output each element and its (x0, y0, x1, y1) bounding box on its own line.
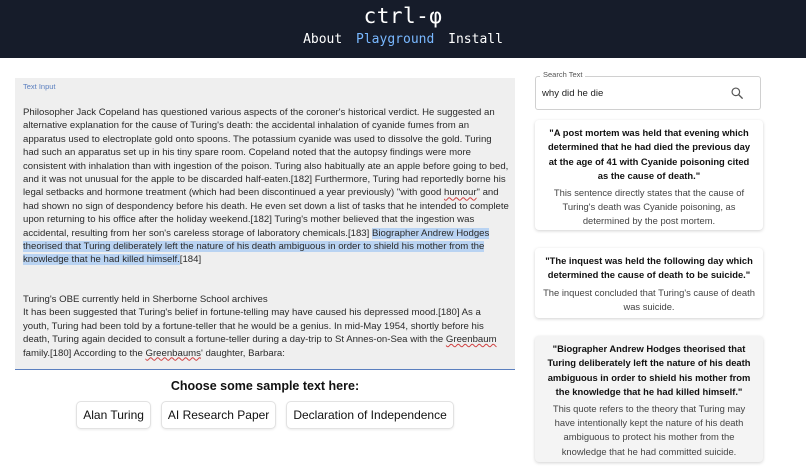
misspelled-word: humour (443, 187, 477, 199)
result-card[interactable] (535, 336, 763, 462)
nav-install[interactable]: Install (448, 32, 503, 47)
search-field[interactable] (535, 70, 761, 110)
text-input-label: Text Input (23, 82, 56, 91)
result-quote: "A post mortem was held that evening which determined that he had died the previous day at the age of 41 with Cyanide poisoning cited as the cause of death." (547, 127, 751, 182)
result-explanation: The inquest concluded that Turing's cause of death was suicide. (543, 286, 755, 313)
main-nav (0, 32, 806, 47)
text-segment: " and had shown no sign of despondency before his death. He even set down a list of tasks that he intended to complete upon returning to his office after the holiday weekend.[182] Turing's mother believed that the ingestion was accidental, resulting from her son's careless storage of laboratory chemicals.[183] (23, 187, 509, 239)
brand-logo[interactable]: ctrl-φ (363, 4, 443, 28)
text-segment: [184] (179, 254, 202, 266)
paragraph-1 (23, 106, 509, 267)
misspelled-word: Greenbaums (145, 347, 201, 359)
result-explanation: This sentence directly states that the cause of Turing's death was Cyanide poisoning, as determined by the post mortem. (553, 186, 745, 227)
paragraph-2-title: Turing's OBE currently held in Sherborne School archives (23, 293, 268, 305)
paragraph-2 (23, 306, 509, 360)
text-segment: family.[180] According to the (23, 347, 146, 359)
top-header (0, 0, 806, 58)
search-icon[interactable] (730, 86, 744, 100)
text-segment: ' daughter, Barbara: (200, 347, 285, 359)
text-input-area[interactable] (15, 78, 515, 370)
result-quote: "Biographer Andrew Hodges theorised that Turing deliberately left the nature of his death ambiguous in order to shield his mother from the knowledge that he had killed himself." (547, 343, 751, 398)
result-explanation: This quote refers to the theory that Turing may have intentionally kept the nature of his death ambiguous to protect his mother from the knowledge that he had committed suicide. (552, 402, 746, 457)
blank-lines (23, 267, 509, 293)
nav-playground[interactable]: Playground (356, 32, 435, 47)
result-card[interactable] (535, 248, 763, 318)
result-quote: "The inquest was held the following day which determined the cause of death to be suicide." (545, 255, 753, 281)
sample-declaration-button[interactable]: Declaration of Independence (286, 401, 453, 429)
search-label: Search Text (540, 70, 585, 79)
misspelled-word: Greenbaum (445, 334, 497, 346)
text-input-content[interactable] (23, 106, 509, 360)
highlighted-passage: Biographer Andrew Hodges theorised that Turing deliberately left the nature of his death ambiguous in order to shield his mother from the knowledge that he had killed himself. (23, 227, 490, 266)
text-segment: Philosopher Jack Copeland has questioned various aspects of the coroner's historical verdict. He suggested an alternative explanation for the cause of Turing's death: the accidental inhalation of cyanide fumes from an apparatus used to electroplate gold onto spoons. The potassium cyanide was used to dissolve the gold. Turing had such an apparatus set up in his tiny spare room. Copeland noted that the autopsy findings were more consistent with inhalation than with ingestion of the poison. Turing also habitually ate an apple before going to bed, and it was not unusual for the apple to be discarded half-eaten.[182] Furthermore, Turing had reportedly borne his legal setbacks and hormone treatment (which had been discontinued a year previously) "with good (23, 107, 509, 199)
nav-about[interactable]: About (303, 32, 343, 47)
text-segment: It has been suggested that Turing's belief in fortune-telling may have caused his depressed mood.[180] As a youth, Turing had been told by a fortune-teller that he would be a genius. In mid-May 1954, shortly before his death, Turing again decided to consult a fortune-teller during a day-trip to St Annes-on-Sea with the (23, 307, 484, 346)
sample-alan-turing-button[interactable]: Alan Turing (76, 401, 151, 429)
sample-text-heading: Choose some sample text here: (170, 379, 360, 393)
search-input[interactable] (542, 85, 722, 101)
sample-ai-research-paper-button[interactable]: AI Research Paper (161, 401, 276, 429)
result-card[interactable] (535, 120, 763, 230)
sample-buttons (15, 401, 515, 429)
